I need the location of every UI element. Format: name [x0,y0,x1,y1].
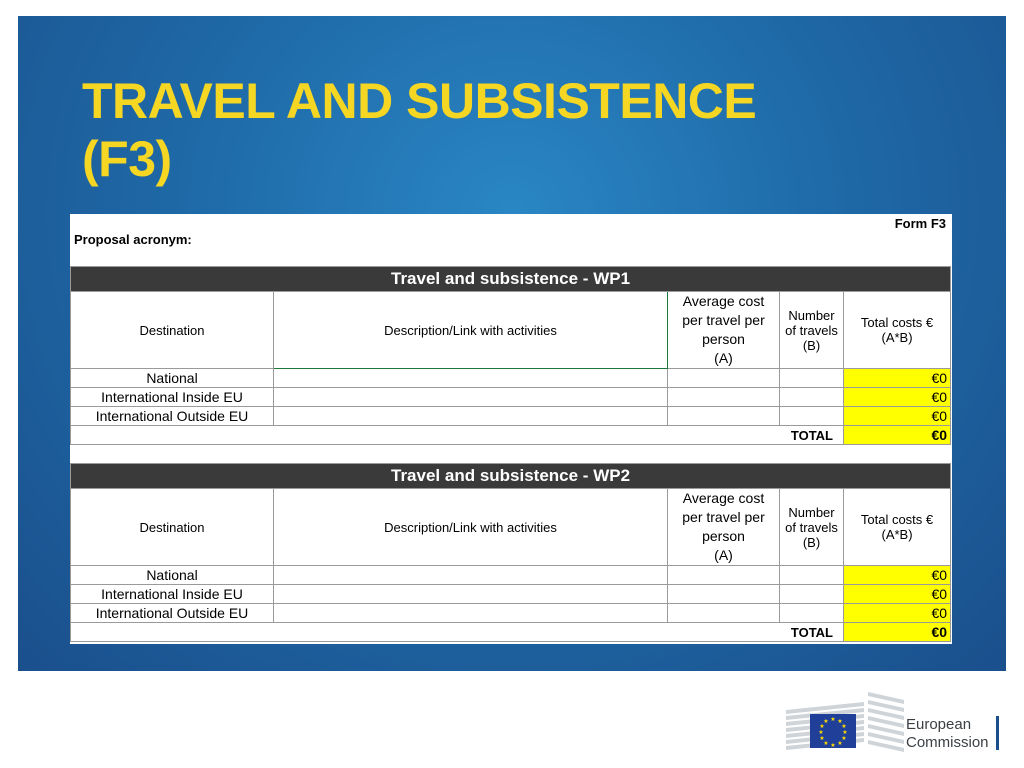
svg-text:★: ★ [830,742,836,749]
num-travels-cell[interactable] [780,585,844,604]
svg-text:★: ★ [841,723,847,730]
svg-text:★: ★ [837,718,843,725]
description-header[interactable]: Description/Link with activities [274,489,668,566]
total-row [71,623,951,642]
total-cost-cell: €0 [844,369,951,388]
destination-cell: International Inside EU [71,585,274,604]
description-cell[interactable] [274,407,668,426]
description-cell[interactable] [274,388,668,407]
avg-cost-cell[interactable] [668,566,780,585]
table-row [71,566,951,585]
avg-cost-cell[interactable] [668,388,780,407]
total-costs-header: Total costs € (A*B) [844,292,951,369]
form-label: Form F3 [894,216,946,231]
svg-text:★: ★ [819,735,825,742]
num-travels-header: Number of travels (B) [780,292,844,369]
wp1-title: Travel and subsistence - WP1 [71,267,951,292]
ec-logo-text [906,716,989,752]
eu-flag-icon [786,692,906,754]
table-row [71,585,951,604]
wp2-table [70,463,951,642]
num-travels-cell[interactable] [780,388,844,407]
num-travels-cell[interactable] [780,369,844,388]
avg-cost-cell[interactable] [668,585,780,604]
avg-cost-cell[interactable] [668,369,780,388]
total-cost-cell: €0 [844,585,951,604]
wp2-title: Travel and subsistence - WP2 [71,464,951,489]
total-label: TOTAL [71,426,844,445]
wp1-table [70,266,951,445]
total-cost-cell: €0 [844,388,951,407]
avg-cost-header: Average cost per travel per person (A) [668,292,780,369]
table-row [71,407,951,426]
form-f3-sheet [70,214,952,644]
total-costs-header: Total costs € (A*B) [844,489,951,566]
total-value: €0 [844,623,951,642]
svg-text:★: ★ [837,740,843,747]
description-cell[interactable] [274,604,668,623]
table-row [71,369,951,388]
destination-cell: International Outside EU [71,604,274,623]
description-header[interactable]: Description/Link with activities [274,292,668,369]
destination-cell: International Outside EU [71,407,274,426]
destination-cell: National [71,369,274,388]
ec-logo-line2: Commission [906,734,989,751]
ec-logo-line1: European [906,716,972,733]
avg-cost-cell[interactable] [668,407,780,426]
description-cell[interactable] [274,369,668,388]
table-row [71,388,951,407]
destination-header: Destination [71,489,274,566]
num-travels-header: Number of travels (B) [780,489,844,566]
table-row [71,604,951,623]
destination-cell: National [71,566,274,585]
svg-text:★: ★ [842,729,848,736]
num-travels-cell[interactable] [780,407,844,426]
description-cell[interactable] [274,566,668,585]
slide-title [82,72,842,188]
total-row [71,426,951,445]
destination-header: Destination [71,292,274,369]
total-cost-cell: €0 [844,407,951,426]
total-cost-cell: €0 [844,566,951,585]
svg-text:★: ★ [823,740,829,747]
destination-cell: International Inside EU [71,388,274,407]
svg-text:★: ★ [819,723,825,730]
num-travels-cell[interactable] [780,604,844,623]
total-value: €0 [844,426,951,445]
svg-text:★: ★ [841,735,847,742]
ec-logo-bar [996,716,999,750]
svg-text:★: ★ [818,729,824,736]
svg-text:★: ★ [823,718,829,725]
total-label: TOTAL [71,623,844,642]
svg-text:★: ★ [830,716,836,723]
total-cost-cell: €0 [844,604,951,623]
slide-title-line2: (F3) [82,131,172,187]
avg-cost-header: Average cost per travel per person (A) [668,489,780,566]
num-travels-cell[interactable] [780,566,844,585]
slide-title-line1: TRAVEL AND SUBSISTENCE [82,73,757,129]
description-cell[interactable] [274,585,668,604]
avg-cost-cell[interactable] [668,604,780,623]
european-commission-logo [786,692,1001,754]
proposal-acronym-label: Proposal acronym: [74,232,192,247]
